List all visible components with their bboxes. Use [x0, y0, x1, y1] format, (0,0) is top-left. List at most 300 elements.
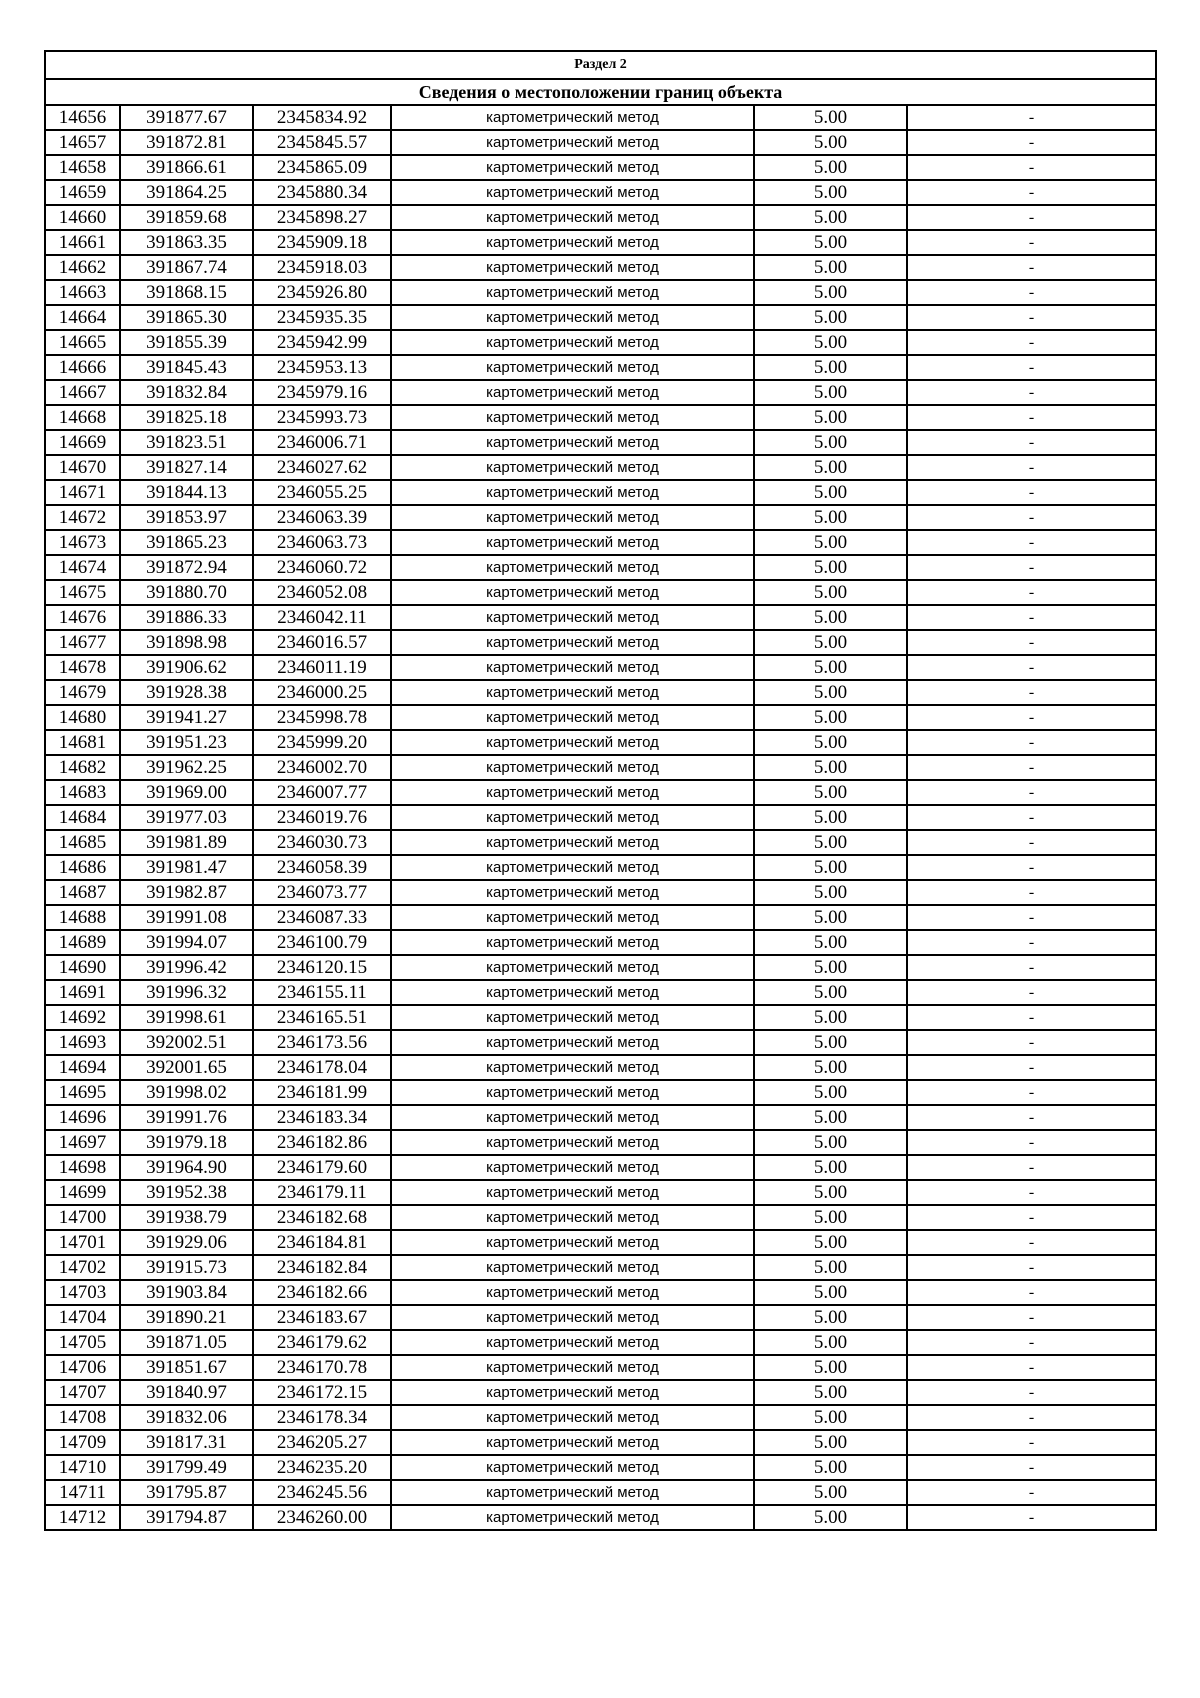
method-cell: картометрический метод	[391, 1480, 754, 1505]
table-row	[45, 130, 1156, 155]
table-row	[45, 655, 1156, 680]
table-row	[45, 505, 1156, 530]
x-coordinate-cell: 391982.87	[120, 880, 253, 905]
y-coordinate-cell: 2345898.27	[253, 205, 391, 230]
accuracy-cell: 5.00	[754, 355, 907, 380]
method-cell: картометрический метод	[391, 880, 754, 905]
point-number-cell: 14682	[45, 755, 120, 780]
accuracy-cell: 5.00	[754, 1280, 907, 1305]
method-cell: картометрический метод	[391, 730, 754, 755]
point-number-cell: 14665	[45, 330, 120, 355]
x-coordinate-cell: 391996.32	[120, 980, 253, 1005]
table-row	[45, 205, 1156, 230]
note-cell: -	[907, 255, 1156, 280]
y-coordinate-cell: 2346155.11	[253, 980, 391, 1005]
y-coordinate-cell: 2345880.34	[253, 180, 391, 205]
table-row	[45, 730, 1156, 755]
x-coordinate-cell: 391952.38	[120, 1180, 253, 1205]
point-number-cell: 14657	[45, 130, 120, 155]
x-coordinate-cell: 391872.94	[120, 555, 253, 580]
note-cell: -	[907, 105, 1156, 130]
method-cell: картометрический метод	[391, 705, 754, 730]
note-cell: -	[907, 755, 1156, 780]
x-coordinate-cell: 391844.13	[120, 480, 253, 505]
table-row	[45, 855, 1156, 880]
y-coordinate-cell: 2346182.66	[253, 1280, 391, 1305]
y-coordinate-cell: 2345999.20	[253, 730, 391, 755]
x-coordinate-cell: 391859.68	[120, 205, 253, 230]
accuracy-cell: 5.00	[754, 205, 907, 230]
y-coordinate-cell: 2346011.19	[253, 655, 391, 680]
note-cell: -	[907, 355, 1156, 380]
x-coordinate-cell: 391840.97	[120, 1380, 253, 1405]
y-coordinate-cell: 2346087.33	[253, 905, 391, 930]
table-row	[45, 330, 1156, 355]
point-number-cell: 14708	[45, 1405, 120, 1430]
note-cell: -	[907, 1255, 1156, 1280]
x-coordinate-cell: 392002.51	[120, 1030, 253, 1055]
method-cell: картометрический метод	[391, 1280, 754, 1305]
section-title: Сведения о местоположении границ объекта	[45, 79, 1156, 105]
accuracy-cell: 5.00	[754, 230, 907, 255]
y-coordinate-cell: 2345834.92	[253, 105, 391, 130]
x-coordinate-cell: 391871.05	[120, 1330, 253, 1355]
method-cell: картометрический метод	[391, 1055, 754, 1080]
accuracy-cell: 5.00	[754, 1430, 907, 1455]
note-cell: -	[907, 430, 1156, 455]
accuracy-cell: 5.00	[754, 1480, 907, 1505]
table-row	[45, 1430, 1156, 1455]
point-number-cell: 14661	[45, 230, 120, 255]
accuracy-cell: 5.00	[754, 1105, 907, 1130]
point-number-cell: 14678	[45, 655, 120, 680]
y-coordinate-cell: 2345935.35	[253, 305, 391, 330]
accuracy-cell: 5.00	[754, 580, 907, 605]
table-row	[45, 1005, 1156, 1030]
x-coordinate-cell: 391991.76	[120, 1105, 253, 1130]
point-number-cell: 14667	[45, 380, 120, 405]
note-cell: -	[907, 230, 1156, 255]
accuracy-cell: 5.00	[754, 1405, 907, 1430]
note-cell: -	[907, 855, 1156, 880]
accuracy-cell: 5.00	[754, 1005, 907, 1030]
section-title-row	[45, 79, 1156, 105]
method-cell: картометрический метод	[391, 130, 754, 155]
note-cell: -	[907, 305, 1156, 330]
x-coordinate-cell: 391996.42	[120, 955, 253, 980]
x-coordinate-cell: 391864.25	[120, 180, 253, 205]
note-cell: -	[907, 205, 1156, 230]
table-row	[45, 230, 1156, 255]
table-row	[45, 1205, 1156, 1230]
point-number-cell: 14668	[45, 405, 120, 430]
table-row	[45, 955, 1156, 980]
method-cell: картометрический метод	[391, 830, 754, 855]
x-coordinate-cell: 391962.25	[120, 755, 253, 780]
table-row	[45, 930, 1156, 955]
x-coordinate-cell: 391915.73	[120, 1255, 253, 1280]
note-cell: -	[907, 1005, 1156, 1030]
x-coordinate-cell: 391951.23	[120, 730, 253, 755]
x-coordinate-cell: 391794.87	[120, 1505, 253, 1530]
table-row	[45, 1280, 1156, 1305]
y-coordinate-cell: 2346000.25	[253, 680, 391, 705]
point-number-cell: 14705	[45, 1330, 120, 1355]
point-number-cell: 14704	[45, 1305, 120, 1330]
point-number-cell: 14686	[45, 855, 120, 880]
x-coordinate-cell: 391866.61	[120, 155, 253, 180]
x-coordinate-cell: 391998.61	[120, 1005, 253, 1030]
accuracy-cell: 5.00	[754, 730, 907, 755]
accuracy-cell: 5.00	[754, 130, 907, 155]
x-coordinate-cell: 391977.03	[120, 805, 253, 830]
method-cell: картометрический метод	[391, 1355, 754, 1380]
x-coordinate-cell: 391938.79	[120, 1205, 253, 1230]
point-number-cell: 14706	[45, 1355, 120, 1380]
accuracy-cell: 5.00	[754, 430, 907, 455]
y-coordinate-cell: 2346006.71	[253, 430, 391, 455]
note-cell: -	[907, 1430, 1156, 1455]
point-number-cell: 14710	[45, 1455, 120, 1480]
accuracy-cell: 5.00	[754, 255, 907, 280]
method-cell: картометрический метод	[391, 105, 754, 130]
accuracy-cell: 5.00	[754, 1205, 907, 1230]
accuracy-cell: 5.00	[754, 180, 907, 205]
table-row	[45, 1080, 1156, 1105]
accuracy-cell: 5.00	[754, 855, 907, 880]
table-row	[45, 830, 1156, 855]
note-cell: -	[907, 705, 1156, 730]
method-cell: картометрический метод	[391, 205, 754, 230]
x-coordinate-cell: 391969.00	[120, 780, 253, 805]
table-row	[45, 430, 1156, 455]
accuracy-cell: 5.00	[754, 755, 907, 780]
note-cell: -	[907, 680, 1156, 705]
note-cell: -	[907, 1030, 1156, 1055]
point-number-cell: 14695	[45, 1080, 120, 1105]
table-row	[45, 1305, 1156, 1330]
note-cell: -	[907, 955, 1156, 980]
method-cell: картометрический метод	[391, 930, 754, 955]
x-coordinate-cell: 391795.87	[120, 1480, 253, 1505]
method-cell: картометрический метод	[391, 855, 754, 880]
y-coordinate-cell: 2346245.56	[253, 1480, 391, 1505]
x-coordinate-cell: 391886.33	[120, 605, 253, 630]
point-number-cell: 14684	[45, 805, 120, 830]
point-number-cell: 14692	[45, 1005, 120, 1030]
note-cell: -	[907, 630, 1156, 655]
y-coordinate-cell: 2346030.73	[253, 830, 391, 855]
point-number-cell: 14700	[45, 1205, 120, 1230]
note-cell: -	[907, 830, 1156, 855]
method-cell: картометрический метод	[391, 230, 754, 255]
method-cell: картометрический метод	[391, 605, 754, 630]
accuracy-cell: 5.00	[754, 1330, 907, 1355]
accuracy-cell: 5.00	[754, 305, 907, 330]
x-coordinate-cell: 391994.07	[120, 930, 253, 955]
accuracy-cell: 5.00	[754, 655, 907, 680]
section-row	[45, 51, 1156, 79]
y-coordinate-cell: 2345953.13	[253, 355, 391, 380]
table-row	[45, 155, 1156, 180]
x-coordinate-cell: 391929.06	[120, 1230, 253, 1255]
x-coordinate-cell: 391928.38	[120, 680, 253, 705]
point-number-cell: 14703	[45, 1280, 120, 1305]
x-coordinate-cell: 391863.35	[120, 230, 253, 255]
accuracy-cell: 5.00	[754, 630, 907, 655]
table-body	[45, 51, 1156, 1530]
accuracy-cell: 5.00	[754, 1255, 907, 1280]
note-cell: -	[907, 405, 1156, 430]
x-coordinate-cell: 391823.51	[120, 430, 253, 455]
point-number-cell: 14669	[45, 430, 120, 455]
note-cell: -	[907, 555, 1156, 580]
point-number-cell: 14694	[45, 1055, 120, 1080]
y-coordinate-cell: 2346182.68	[253, 1205, 391, 1230]
y-coordinate-cell: 2346183.34	[253, 1105, 391, 1130]
y-coordinate-cell: 2345942.99	[253, 330, 391, 355]
table-row	[45, 1255, 1156, 1280]
y-coordinate-cell: 2346165.51	[253, 1005, 391, 1030]
note-cell: -	[907, 1305, 1156, 1330]
method-cell: картометрический метод	[391, 530, 754, 555]
y-coordinate-cell: 2346027.62	[253, 455, 391, 480]
x-coordinate-cell: 391865.30	[120, 305, 253, 330]
method-cell: картометрический метод	[391, 455, 754, 480]
y-coordinate-cell: 2346055.25	[253, 480, 391, 505]
section-label: Раздел 2	[45, 51, 1156, 79]
method-cell: картометрический метод	[391, 1330, 754, 1355]
note-cell: -	[907, 730, 1156, 755]
point-number-cell: 14662	[45, 255, 120, 280]
y-coordinate-cell: 2346205.27	[253, 1430, 391, 1455]
point-number-cell: 14697	[45, 1130, 120, 1155]
table-row	[45, 755, 1156, 780]
note-cell: -	[907, 930, 1156, 955]
point-number-cell: 14711	[45, 1480, 120, 1505]
y-coordinate-cell: 2346181.99	[253, 1080, 391, 1105]
note-cell: -	[907, 1180, 1156, 1205]
table-row	[45, 1230, 1156, 1255]
point-number-cell: 14709	[45, 1430, 120, 1455]
note-cell: -	[907, 180, 1156, 205]
x-coordinate-cell: 391825.18	[120, 405, 253, 430]
x-coordinate-cell: 391799.49	[120, 1455, 253, 1480]
method-cell: картометрический метод	[391, 330, 754, 355]
x-coordinate-cell: 391865.23	[120, 530, 253, 555]
x-coordinate-cell: 391981.89	[120, 830, 253, 855]
y-coordinate-cell: 2346182.86	[253, 1130, 391, 1155]
note-cell: -	[907, 505, 1156, 530]
point-number-cell: 14712	[45, 1505, 120, 1530]
table-row	[45, 405, 1156, 430]
table-row	[45, 1480, 1156, 1505]
accuracy-cell: 5.00	[754, 905, 907, 930]
note-cell: -	[907, 1230, 1156, 1255]
accuracy-cell: 5.00	[754, 980, 907, 1005]
method-cell: картометрический метод	[391, 905, 754, 930]
table-row	[45, 580, 1156, 605]
point-number-cell: 14681	[45, 730, 120, 755]
table-row	[45, 905, 1156, 930]
y-coordinate-cell: 2346173.56	[253, 1030, 391, 1055]
x-coordinate-cell: 391981.47	[120, 855, 253, 880]
method-cell: картометрический метод	[391, 1105, 754, 1130]
point-number-cell: 14707	[45, 1380, 120, 1405]
x-coordinate-cell: 392001.65	[120, 1055, 253, 1080]
method-cell: картометрический метод	[391, 505, 754, 530]
method-cell: картометрический метод	[391, 1305, 754, 1330]
x-coordinate-cell: 391998.02	[120, 1080, 253, 1105]
note-cell: -	[907, 530, 1156, 555]
accuracy-cell: 5.00	[754, 405, 907, 430]
accuracy-cell: 5.00	[754, 705, 907, 730]
note-cell: -	[907, 1355, 1156, 1380]
accuracy-cell: 5.00	[754, 1080, 907, 1105]
method-cell: картометрический метод	[391, 405, 754, 430]
boundary-coordinates-table	[44, 50, 1157, 1531]
note-cell: -	[907, 805, 1156, 830]
table-row	[45, 480, 1156, 505]
method-cell: картометрический метод	[391, 980, 754, 1005]
x-coordinate-cell: 391890.21	[120, 1305, 253, 1330]
point-number-cell: 14685	[45, 830, 120, 855]
accuracy-cell: 5.00	[754, 1305, 907, 1330]
y-coordinate-cell: 2346016.57	[253, 630, 391, 655]
x-coordinate-cell: 391903.84	[120, 1280, 253, 1305]
y-coordinate-cell: 2346235.20	[253, 1455, 391, 1480]
accuracy-cell: 5.00	[754, 680, 907, 705]
method-cell: картометрический метод	[391, 755, 754, 780]
note-cell: -	[907, 605, 1156, 630]
method-cell: картометрический метод	[391, 1430, 754, 1455]
method-cell: картометрический метод	[391, 680, 754, 705]
note-cell: -	[907, 480, 1156, 505]
table-row	[45, 1455, 1156, 1480]
point-number-cell: 14680	[45, 705, 120, 730]
y-coordinate-cell: 2346007.77	[253, 780, 391, 805]
accuracy-cell: 5.00	[754, 530, 907, 555]
x-coordinate-cell: 391817.31	[120, 1430, 253, 1455]
table-row	[45, 530, 1156, 555]
method-cell: картометрический метод	[391, 1030, 754, 1055]
accuracy-cell: 5.00	[754, 880, 907, 905]
method-cell: картометрический метод	[391, 655, 754, 680]
note-cell: -	[907, 1155, 1156, 1180]
table-row	[45, 880, 1156, 905]
point-number-cell: 14656	[45, 105, 120, 130]
accuracy-cell: 5.00	[754, 780, 907, 805]
x-coordinate-cell: 391867.74	[120, 255, 253, 280]
point-number-cell: 14664	[45, 305, 120, 330]
accuracy-cell: 5.00	[754, 1355, 907, 1380]
y-coordinate-cell: 2345993.73	[253, 405, 391, 430]
method-cell: картометрический метод	[391, 580, 754, 605]
method-cell: картометрический метод	[391, 255, 754, 280]
x-coordinate-cell: 391964.90	[120, 1155, 253, 1180]
y-coordinate-cell: 2346120.15	[253, 955, 391, 980]
y-coordinate-cell: 2346058.39	[253, 855, 391, 880]
method-cell: картометрический метод	[391, 1255, 754, 1280]
note-cell: -	[907, 1105, 1156, 1130]
method-cell: картометрический метод	[391, 305, 754, 330]
point-number-cell: 14660	[45, 205, 120, 230]
x-coordinate-cell: 391991.08	[120, 905, 253, 930]
point-number-cell: 14676	[45, 605, 120, 630]
note-cell: -	[907, 780, 1156, 805]
point-number-cell: 14666	[45, 355, 120, 380]
note-cell: -	[907, 655, 1156, 680]
y-coordinate-cell: 2346060.72	[253, 555, 391, 580]
point-number-cell: 14690	[45, 955, 120, 980]
point-number-cell: 14672	[45, 505, 120, 530]
y-coordinate-cell: 2346178.04	[253, 1055, 391, 1080]
table-row	[45, 1355, 1156, 1380]
method-cell: картометрический метод	[391, 955, 754, 980]
x-coordinate-cell: 391906.62	[120, 655, 253, 680]
x-coordinate-cell: 391845.43	[120, 355, 253, 380]
table-row	[45, 1180, 1156, 1205]
method-cell: картометрический метод	[391, 1455, 754, 1480]
point-number-cell: 14693	[45, 1030, 120, 1055]
accuracy-cell: 5.00	[754, 805, 907, 830]
method-cell: картометрический метод	[391, 1205, 754, 1230]
y-coordinate-cell: 2346260.00	[253, 1505, 391, 1530]
method-cell: картометрический метод	[391, 155, 754, 180]
y-coordinate-cell: 2346073.77	[253, 880, 391, 905]
y-coordinate-cell: 2346183.67	[253, 1305, 391, 1330]
method-cell: картометрический метод	[391, 430, 754, 455]
accuracy-cell: 5.00	[754, 1155, 907, 1180]
method-cell: картометрический метод	[391, 480, 754, 505]
y-coordinate-cell: 2346100.79	[253, 930, 391, 955]
y-coordinate-cell: 2346170.78	[253, 1355, 391, 1380]
method-cell: картометрический метод	[391, 1130, 754, 1155]
accuracy-cell: 5.00	[754, 830, 907, 855]
table-row	[45, 705, 1156, 730]
note-cell: -	[907, 1330, 1156, 1355]
accuracy-cell: 5.00	[754, 455, 907, 480]
note-cell: -	[907, 1205, 1156, 1230]
point-number-cell: 14670	[45, 455, 120, 480]
table-row	[45, 1030, 1156, 1055]
note-cell: -	[907, 330, 1156, 355]
table-row	[45, 630, 1156, 655]
accuracy-cell: 5.00	[754, 1230, 907, 1255]
note-cell: -	[907, 1055, 1156, 1080]
accuracy-cell: 5.00	[754, 955, 907, 980]
y-coordinate-cell: 2346179.60	[253, 1155, 391, 1180]
table-row	[45, 355, 1156, 380]
table-row	[45, 805, 1156, 830]
table-row	[45, 1155, 1156, 1180]
table-row	[45, 280, 1156, 305]
table-row	[45, 455, 1156, 480]
x-coordinate-cell: 391832.06	[120, 1405, 253, 1430]
table-row	[45, 980, 1156, 1005]
y-coordinate-cell: 2346184.81	[253, 1230, 391, 1255]
note-cell: -	[907, 1280, 1156, 1305]
table-row	[45, 1055, 1156, 1080]
accuracy-cell: 5.00	[754, 280, 907, 305]
table-row	[45, 1505, 1156, 1530]
method-cell: картометрический метод	[391, 180, 754, 205]
x-coordinate-cell: 391877.67	[120, 105, 253, 130]
point-number-cell: 14663	[45, 280, 120, 305]
table-row	[45, 555, 1156, 580]
note-cell: -	[907, 455, 1156, 480]
accuracy-cell: 5.00	[754, 1455, 907, 1480]
